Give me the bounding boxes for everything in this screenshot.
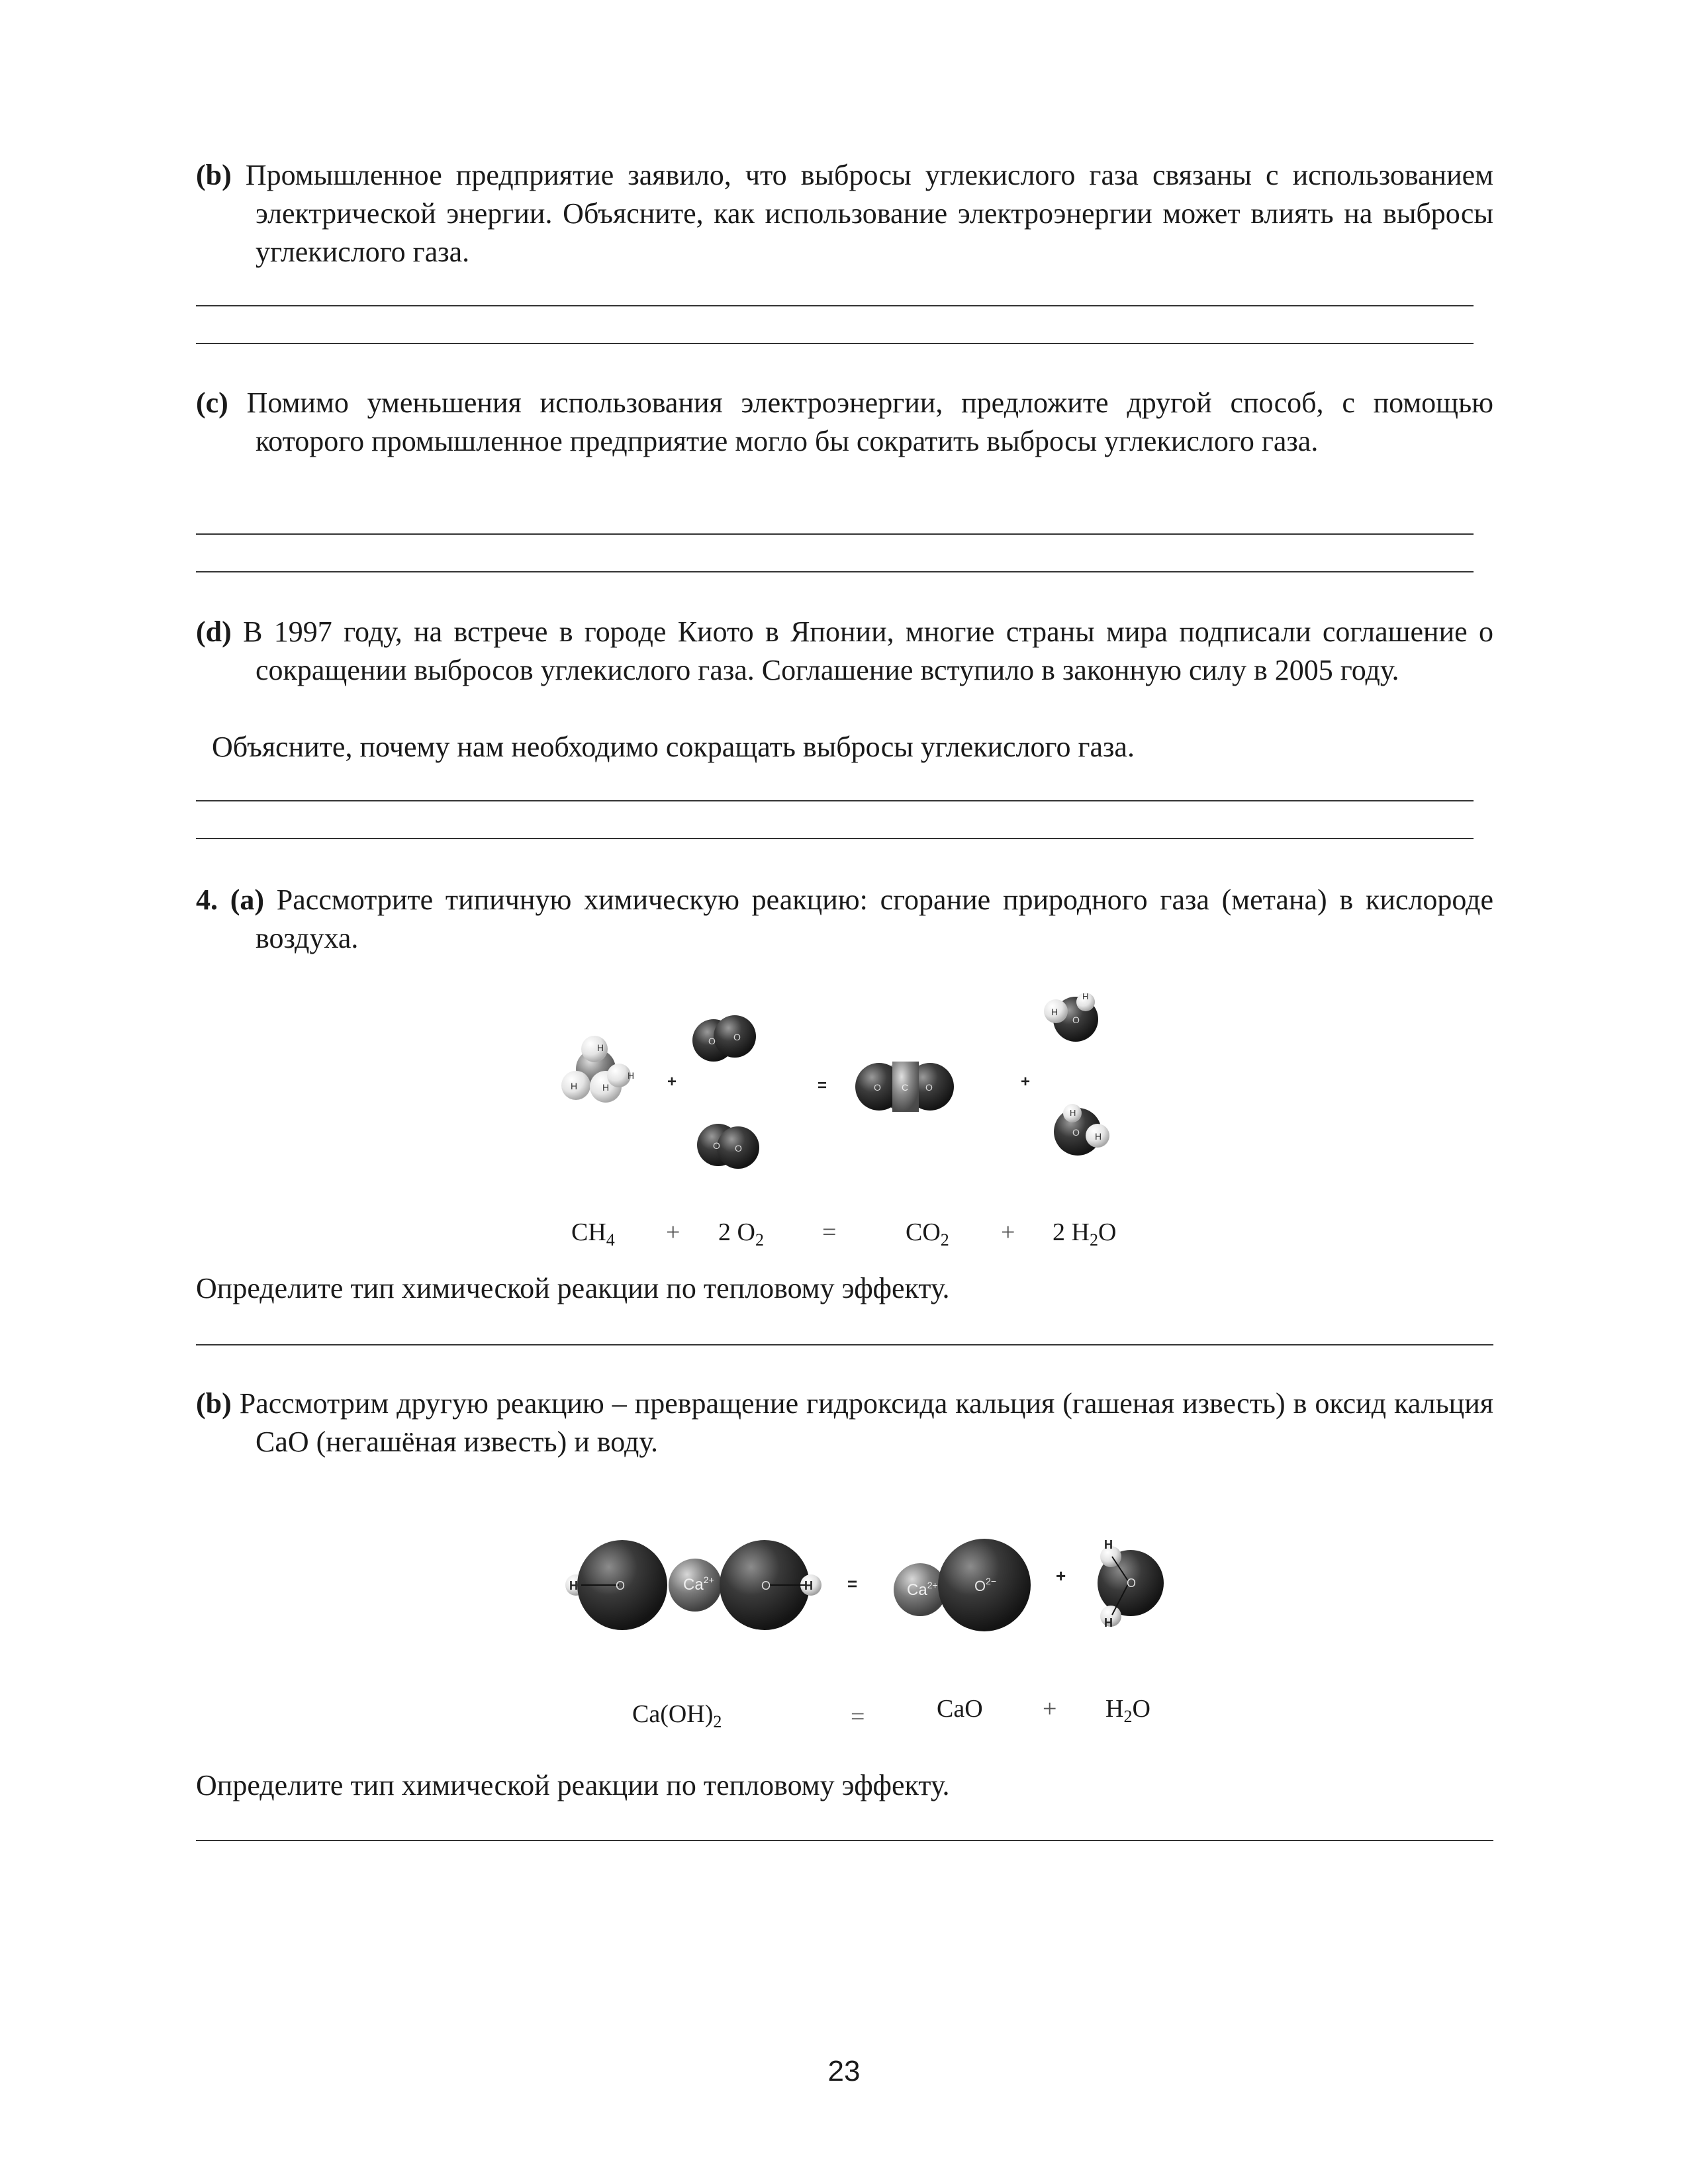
question-prompt: Объясните, почему нам необходимо сокращать выбросы углекислого газа. [212,731,1135,763]
atom-label: O [1127,1576,1137,1590]
atom-label: O [735,1143,742,1154]
ion-label: $O^{2-}$ [974,1576,997,1594]
atom-label: H [628,1070,635,1081]
equals-sign: = [822,1218,837,1246]
atom-label: H [1104,1538,1113,1551]
equals-sign: = [851,1703,865,1731]
question-label: (b) [196,1387,232,1420]
atom-label: H [569,1579,578,1592]
calcium-oxide-molecule [894,1539,1031,1631]
atom-label: H [1104,1616,1113,1629]
answer-line[interactable] [196,571,1474,572]
formula-h2o: 2 $H_2O$ [1053,1218,1117,1250]
oxygen-molecule [697,1124,759,1169]
question-label: (c) [196,387,228,419]
atom-label: O [874,1082,881,1093]
answer-line[interactable] [196,838,1474,839]
question-label: (b) [196,159,232,191]
atom-label: O [616,1579,626,1592]
atom-label: H [1070,1108,1076,1118]
calcium-hydroxide-figure [563,1522,1192,1655]
question-4a [196,881,1493,958]
atom-label: C [902,1082,909,1093]
answer-line[interactable] [196,800,1474,801]
formula-co2: $CO_2$ [906,1218,949,1250]
question-text: Помимо уменьшения использования электроэнергии, предложите другой способ, с помощью которого промышленное предприятие могло бы сократить выбросы углекислого газа. [246,387,1494,457]
formula-ch4: $CH_4$ [571,1218,615,1250]
question-prompt: Определите тип химической реакции по тепловому эффекту. [196,1272,950,1304]
methane-molecule [561,1036,634,1103]
answer-line[interactable] [196,533,1474,535]
plus-sign: + [1056,1566,1066,1586]
atom-label: O [1072,1127,1080,1138]
formula-caoh2: $Ca(OH)_2$ [632,1700,722,1731]
answer-line[interactable] [196,343,1474,344]
question-3b [196,156,1493,271]
equals-sign: = [847,1574,858,1594]
question-text: В 1997 году, на встрече в городе Киото в Японии, многие страны мира подписали соглашение о сокращении выбросов углекислого газа. Соглашение вступило в законную силу в 2005 году. [243,615,1494,686]
plus-sign: + [667,1073,677,1091]
atom-label: H [1082,991,1089,1001]
atom-label: H [602,1082,610,1093]
atom-label: H [1095,1131,1102,1142]
question-3c [196,384,1493,461]
page-number: 23 [827,2055,861,2087]
answer-line[interactable] [196,1344,1493,1345]
atom-label: O [733,1032,741,1042]
question-text: Промышленное предприятие заявило, что выбросы углекислого газа связаны с использованием электрической энергии. Объясните, как использование электроэнергии может влиять на выбросы углекислого газа. [245,159,1494,268]
question-label: 4. (a) [196,884,265,916]
methane-combustion-figure [543,979,1139,1178]
water-molecule [1054,1104,1109,1156]
atom-label: H [1051,1007,1058,1017]
atom-label: H [804,1579,813,1592]
question-4b [196,1385,1493,1461]
plus-sign: + [666,1218,680,1246]
atom-label: O [713,1140,720,1151]
atom-label: H [571,1081,578,1091]
ion-label: $Ca^{2+}$ [683,1574,714,1594]
plus-sign: + [1021,1073,1031,1091]
water-molecule [1098,1538,1164,1629]
ion-label: $Ca^{2+}$ [907,1580,938,1599]
atom-label: O [1072,1015,1080,1025]
question-text: Рассмотрим другую реакцию – превращение гидроксида кальция (гашеная известь) в оксид кальция CaO (негашёная известь) и воду. [239,1387,1493,1458]
answer-line[interactable] [196,305,1474,306]
question-prompt: Определите тип химической реакции по тепловому эффекту. [196,1769,950,1801]
question-label: (d) [196,615,232,648]
plus-sign: + [1043,1695,1057,1723]
water-molecule [1044,991,1098,1042]
formula-o2: 2 $O_2$ [718,1218,764,1250]
question-text: Рассмотрите типичную химическую реакцию: сгорание природного газа (метана) в кислороде воздуха. [256,884,1493,954]
atom-label: O [708,1036,716,1046]
formula-h2o: $H_2O$ [1105,1695,1150,1726]
equals-sign: = [818,1077,827,1095]
atom-label: H [597,1042,604,1053]
atom-label: O [925,1082,933,1093]
calcium-hydroxide-molecule [565,1540,821,1630]
oxygen-molecule [692,1015,756,1062]
question-3d [196,613,1493,690]
carbon-dioxide-molecule [855,1062,954,1112]
formula-cao: CaO [937,1695,983,1723]
plus-sign: + [1001,1218,1015,1246]
atom-label: O [761,1579,771,1592]
answer-line[interactable] [196,1840,1493,1841]
